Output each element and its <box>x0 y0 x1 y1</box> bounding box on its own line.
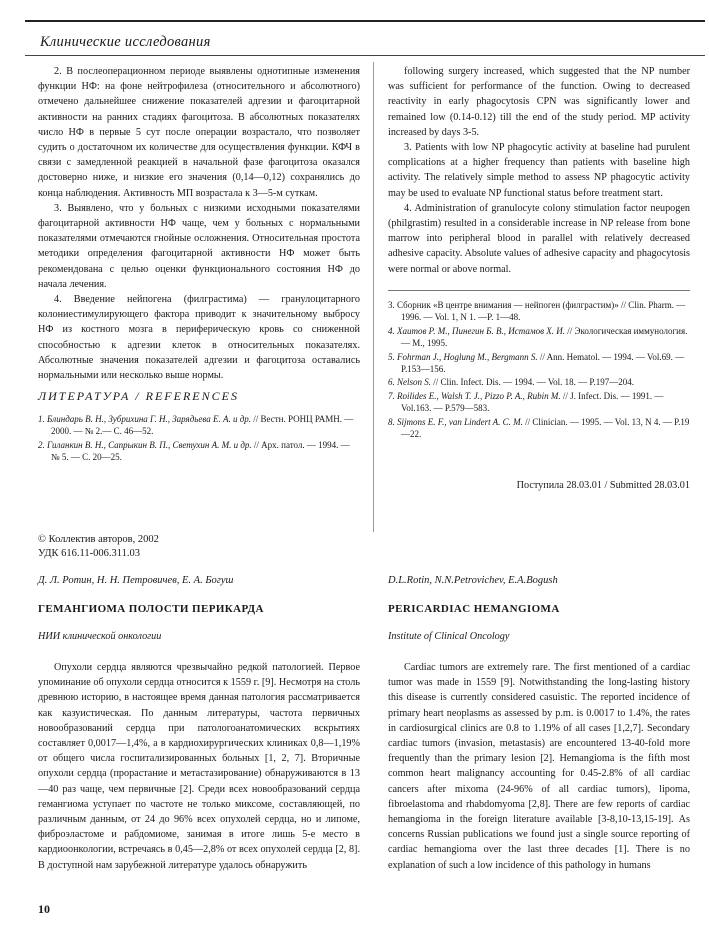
conclusions-en <box>388 64 690 277</box>
paragraph: 3. Выявлено, что у больных с низкими исходными показателями фагоцитарной активности НФ чаще, чем у больных с нормальными показателями отмечаются гнойные осложнения. Относительная простота методики определения фагоцитарной активности НФ может быть рекомендована с целью оценки функционального состояния НФ до начала лечения. <box>38 202 360 290</box>
references-list-right <box>388 299 690 441</box>
reference-item: 5. Fohrman J., Hoglung M., Bergmann S. // Ann. Hematol. — 1994. — Vol.69. —P.153—156. <box>388 351 685 375</box>
paragraph: 3. Patients with low NP phagocytic activity at baseline had purulent complications at a higher frequency than patients with baseline high activity. The relatively simple method to assess NP phagocytic activity may be used to evaluate NP functional status before treatment start. <box>388 142 690 199</box>
institute-en: Institute of Clinical Oncology <box>388 631 510 642</box>
reference-item: 8. Sijmons E. F., van Lindert A. C. M. // Clinician. — 1995. — Vol. 13, N 4. — P.19—22. <box>388 416 690 440</box>
references-list-left <box>38 413 360 465</box>
authors-ru: Д. Л. Ротин, Н. Н. Петровичев, Е. А. Богуш <box>38 575 234 586</box>
conclusions-ru <box>38 64 360 383</box>
section-header: Клинические исследования <box>40 34 211 50</box>
article-title-en: PERICARDIAC HEMANGIOMA <box>388 603 560 615</box>
paragraph: 2. В послеоперационном периоде выявлены однотипные изменения функции НФ: на фоне нейтрофилеза (относительного и абсолютного) отмечено дальнейшее снижение показателей адгезии и фагоцитарной активности на ранних стадиях фагоцитоза. В абсолютных показателях число НФ в первые 5 сут после операции возрастало, что позволяет судить о достаточном их количестве для осуществления функции. КФЧ в связи с замедленной реакцией в начальной фазе фагоцитоза оказался достоверно ниже, и низкие его значения (0,14—0,12) сохранялись до конца наблюдения. Активность МП возрастала к 3—5-м суткам. <box>38 66 360 199</box>
top-rule <box>25 20 705 22</box>
reference-item: 7. Roilides E., Walsh T. J., Pizzo P. A., Rubin M. // J. Infect. Dis. — 1991. — Vol.163. — P.579—583. <box>388 390 664 414</box>
copyright-line: © Коллектив авторов, 2002 <box>38 534 159 545</box>
reference-item: 6. Nelson S. // Clin. Infect. Dis. — 1994. — Vol. 18. — P.197—204. <box>388 377 634 388</box>
paragraph: Опухоли сердца являются чрезвычайно редкой патологией. Первое упоминание об опухоли сердца относится к 1559 г. [9]. Несмотря на столь древнюю историю, в настоящее время данная патология рассматривается как казуистическая. По данным литературы, частота первичных новообразований сердца при патологоанатомических вскрытиях составляет 0,0017—1,4%, а в кардиохирургических клиниках 0,8—1,19% от общего числа госпитализированных больных [1, 2, 7]. Вторичные опухоли сердца (прорастание и метастазирование) обнаруживаются в 13—40 раз чаще, чем первичные [2]. Среди всех новообразований сердца гемангиома уступает по частоте не только миксоме, составляющей, по различным данным, от 24 до 96% всех опухолей сердца, но и липоме, фиброэластоме и рабдомиоме, занимая в итоге лишь 5-е место в кардиоонкологии, встречаясь в 0,45—2,8% от всех опухолей сердца [2, 8]. В доступной нам зарубежной литературе удалось обнаружить <box>38 662 360 871</box>
paragraph: following surgery increased, which suggested that the NP number was sufficient for performance of the function. Owing to decreased reactivity in early phagocytosis CPN was significantly lower and remained low (0.14-0.12) till the end of the study period. MP activity increased by days 3-5. <box>388 66 690 138</box>
references-title: ЛИТЕРАТУРА / REFERENCES <box>38 389 239 403</box>
page-number: 10 <box>38 902 50 916</box>
article-body-en <box>388 660 690 873</box>
copyright-block <box>38 533 159 561</box>
reference-item: 3. Сборник «В центре внимания — нейпоген (филграстим)» // Clin. Pharm. — 1996. — Vol. 1, N 1. —P. 1—48. <box>388 300 686 323</box>
received-date: Поступила 28.03.01 / Submitted 28.03.01 <box>516 480 690 491</box>
article-body-ru <box>38 660 360 873</box>
paragraph: Cardiac tumors are extremely rare. The first mentioned of a cardiac tumor was made in 1559 [9]. Notwithstanding the long-lasting history this disease is currently considered casuistic. The reported incidence of primary heart neoplasms as assessed by p.m. is 0.0017 to 1.4%, the rates in cardiosurgical clinics are 0.8 to 1.19% of all cases [1,2,7]. Secondary cardiac tumors (invasion, metastasis) are encountered 13-40-fold more frequently than the primary lesion [2]. Hemangioma is the fifth most common heart malignancy accounting for 0.45-2.8% of all cardiac cancers after mixoma (24-96% of all cardiac tumors), lipoma, fibroelastoma and rhabdomyoma [2,8]. There are few reports of cardiac hemangioma in the foreign literature available [3-8,10-13,15-19]. As concerns Russian publications we found just a single source reporting of cardiac hemangioma over the last three decades [1]. There is no explanation of such a low incidence of this pathology in humans <box>388 662 690 871</box>
udk-code: УДК 616.11-006.311.03 <box>38 548 141 559</box>
references-rule <box>388 290 690 291</box>
authors-en: D.L.Rotin, N.N.Petrovichev, E.A.Bogush <box>388 575 558 586</box>
reference-item: 2. Гиланкин В. Н., Сапрыкин В. П., Светухин А. М. и др. // Арх. патол. — 1994. — № 5. — С. 20—25. <box>38 439 350 463</box>
paragraph: 4. Administration of granulocyte colony stimulation factor neupogen (philgrastim) resulted in a considerable increase in NP release from bone marrow into peripheral blood in parallel with relatively decreased adhesive capacity. Absolute values of adhesive capacity and phagocytosis were normal or above normal. <box>388 202 690 275</box>
column-divider <box>373 62 374 532</box>
reference-item: 4. Хаитов Р. М., Пинегин Б. В., Истамов Х. И. // Экологическая иммунология. — М., 1995. <box>388 325 688 349</box>
reference-item: 1. Блиндарь В. Н., Зубрихина Г. Н., Зарядьева Е. А. и др. // Вестн. РОНЦ РАМН. — 2000. — № 2.— С. 46—52. <box>38 414 354 437</box>
article-title-ru: ГЕМАНГИОМА ПОЛОСТИ ПЕРИКАРДА <box>38 603 264 615</box>
header-rule <box>25 55 705 56</box>
paragraph: 4. Введение нейпогена (филграстима) — гранулоцитарного колониестимулирующего фактора приводит к значительному выбросу НФ из костного мозга в периферическую кровь со сниженной способностью к адгезии клеток в относительных показателях. Абсолютные значения показателей адгезии и фагоцитоза оставались нормальными или несколько выше нормы. <box>38 294 360 382</box>
institute-ru: НИИ клинической онкологии <box>38 631 162 642</box>
